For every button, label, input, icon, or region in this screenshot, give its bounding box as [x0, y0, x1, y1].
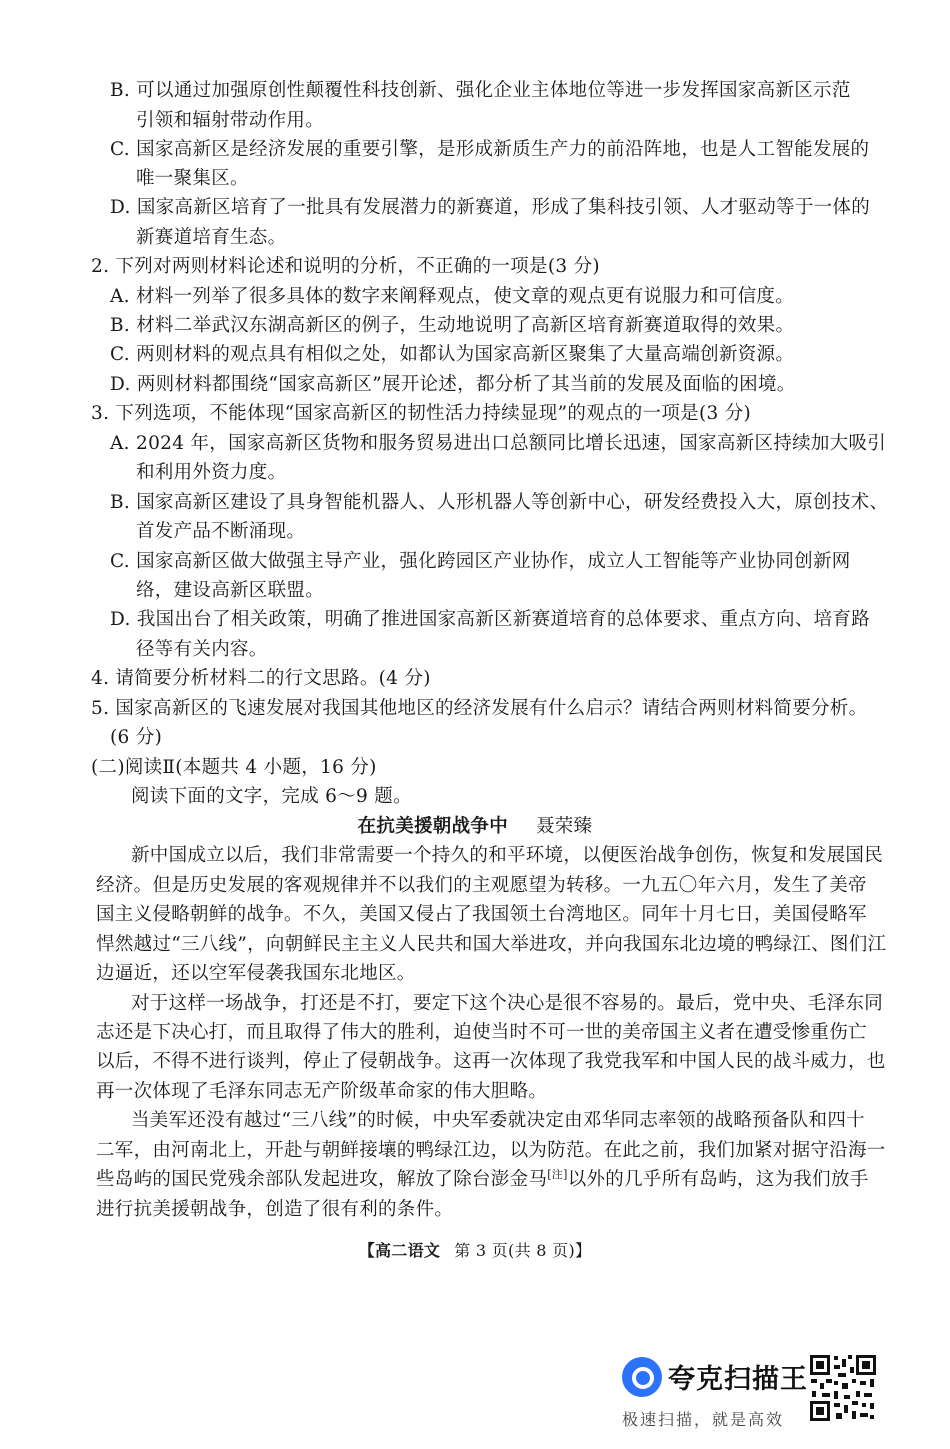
question-4: 4. 请简要分析材料二的行文思路。(4 分): [91, 668, 431, 689]
article-line: 边逼近，还以空军侵袭我国东北地区。: [96, 963, 416, 984]
option-2b: B. 材料二举武汉东湖高新区的例子，生动地说明了高新区培育新赛道取得的效果。: [110, 315, 795, 336]
article-line: [96, 1167, 869, 1193]
section-instruction: 阅读下面的文字，完成 6～9 题。: [131, 786, 412, 807]
article-text: 些岛屿的国民党残余部队发起进攻，解放了除台澎金马: [96, 1169, 548, 1190]
question-3: 3. 下列选项，不能体现“国家高新区的韧性活力持续显现”的观点的一项是(3 分): [91, 403, 752, 424]
option-2a: A. 材料一列举了很多具体的数字来阐释观点，使文章的观点更有说服力和可信度。: [110, 286, 795, 307]
article-line: 志还是下决心打，而且取得了伟大的胜利，迫使当时不可一世的美帝国主义者在遭受惨重伤亡: [96, 1022, 867, 1043]
option-1d-cont: 新赛道培育生态。: [136, 227, 287, 248]
article-line: 进行抗美援朝战争，创造了很有利的条件。: [96, 1199, 454, 1220]
article-line: 国主义侵略朝鲜的战争。不久，美国又侵占了我国领土台湾地区。同年十月七日，美国侵略军: [96, 904, 867, 925]
option-1c: C. 国家高新区是经济发展的重要引擎，是形成新质生产力的前沿阵地，也是人工智能发展的: [110, 139, 870, 160]
option-3b-cont: 首发产品不断涌现。: [136, 521, 306, 542]
option-3c-cont: 络，建设高新区联盟。: [136, 580, 325, 601]
article-title: [0, 814, 950, 840]
question-5: 5. 国家高新区的飞速发展对我国其他地区的经济发展有什么启示？请结合两则材料简要分析。: [91, 698, 868, 719]
option-1b-cont: 引领和辐射带动作用。: [136, 110, 325, 131]
option-2c: C. 两则材料的观点具有相似之处，如都认为国家高新区聚集了大量高端创新资源。: [110, 344, 795, 365]
option-3a-cont: 和利用外资力度。: [136, 462, 287, 483]
quark-logo-icon: [622, 1357, 662, 1397]
option-1d: D. 国家高新区培育了一批具有发展潜力的新赛道，形成了集科技引领、人才驱动等于一体的: [110, 197, 871, 218]
article-line: 悍然越过“三八线”，向朝鲜民主主义人民共和国大举进攻，并向我国东北边境的鸭绿江、图们江: [96, 934, 887, 955]
watermark-slogan: 极速扫描，就是高效: [622, 1410, 785, 1429]
article-line: 以后，不得不进行谈判，停止了侵朝战争。这再一次体现了我党我军和中国人民的战斗威力，也: [96, 1051, 886, 1072]
article-author: 聂荣臻: [536, 816, 593, 837]
footer-subject: 【高二语文: [358, 1241, 441, 1260]
article-line: 二军，由河南北上，开赴与朝鲜接壤的鸭绿江边，以为防范。在此之前，我们加紧对据守沿海一: [96, 1140, 886, 1161]
article-line: 再一次体现了毛泽东同志无产阶级革命家的伟大胆略。: [96, 1081, 548, 1102]
section-heading: (二)阅读Ⅱ(本题共 4 小题，16 分): [91, 757, 377, 778]
question-2: 2. 下列对两则材料论述和说明的分析，不正确的一项是(3 分): [91, 256, 600, 277]
footer-page: 第 3 页(共 8 页)】: [454, 1241, 592, 1260]
option-3d: D. 我国出台了相关政策，明确了推进国家高新区新赛道培育的总体要求、重点方向、培育路: [110, 609, 871, 630]
qr-code-icon: [808, 1353, 878, 1423]
article-line: 当美军还没有越过“三八线”的时候，中央军委就决定由邓华同志率领的战略预备队和四十: [131, 1110, 865, 1131]
option-3b: B. 国家高新区建设了具身智能机器人、人形机器人等创新中心，研发经费投入大，原创技术、: [110, 492, 889, 513]
page-footer: [0, 1238, 950, 1264]
article-line: 新中国成立以后，我们非常需要一个持久的和平环境，以便医治战争创伤，恢复和发展国民: [131, 845, 884, 866]
question-5-score: (6 分): [110, 727, 163, 748]
footnote-marker: [注]: [547, 1167, 568, 1181]
scanner-watermark: [620, 1353, 880, 1443]
option-1c-cont: 唯一聚集区。: [136, 168, 249, 189]
watermark-brand: 夸克扫描王: [668, 1364, 808, 1395]
option-3c: C. 国家高新区做大做强主导产业，强化跨园区产业协作，成立人工智能等产业协同创新网: [110, 551, 851, 572]
option-1b: B. 可以通过加强原创性颠覆性科技创新、强化企业主体地位等进一步发挥国家高新区示范: [110, 80, 851, 101]
article-title-text: 在抗美援朝战争中: [357, 816, 508, 837]
article-line: 经济。但是历史发展的客观规律并不以我们的主观愿望为转移。一九五〇年六月，发生了美帝: [96, 875, 867, 896]
option-3d-cont: 径等有关内容。: [136, 639, 268, 660]
option-3a: A. 2024 年，国家高新区货物和服务贸易进出口总额同比增长迅速，国家高新区持续加大吸引: [110, 433, 887, 454]
article-line: 对于这样一场战争，打还是不打，要定下这个决心是很不容易的。最后，党中央、毛泽东同: [131, 993, 884, 1014]
option-2d: D. 两则材料都围绕“国家高新区”展开论述，都分析了其当前的发展及面临的困境。: [110, 374, 796, 395]
article-text: 以外的几乎所有岛屿，这为我们放手: [567, 1169, 869, 1190]
